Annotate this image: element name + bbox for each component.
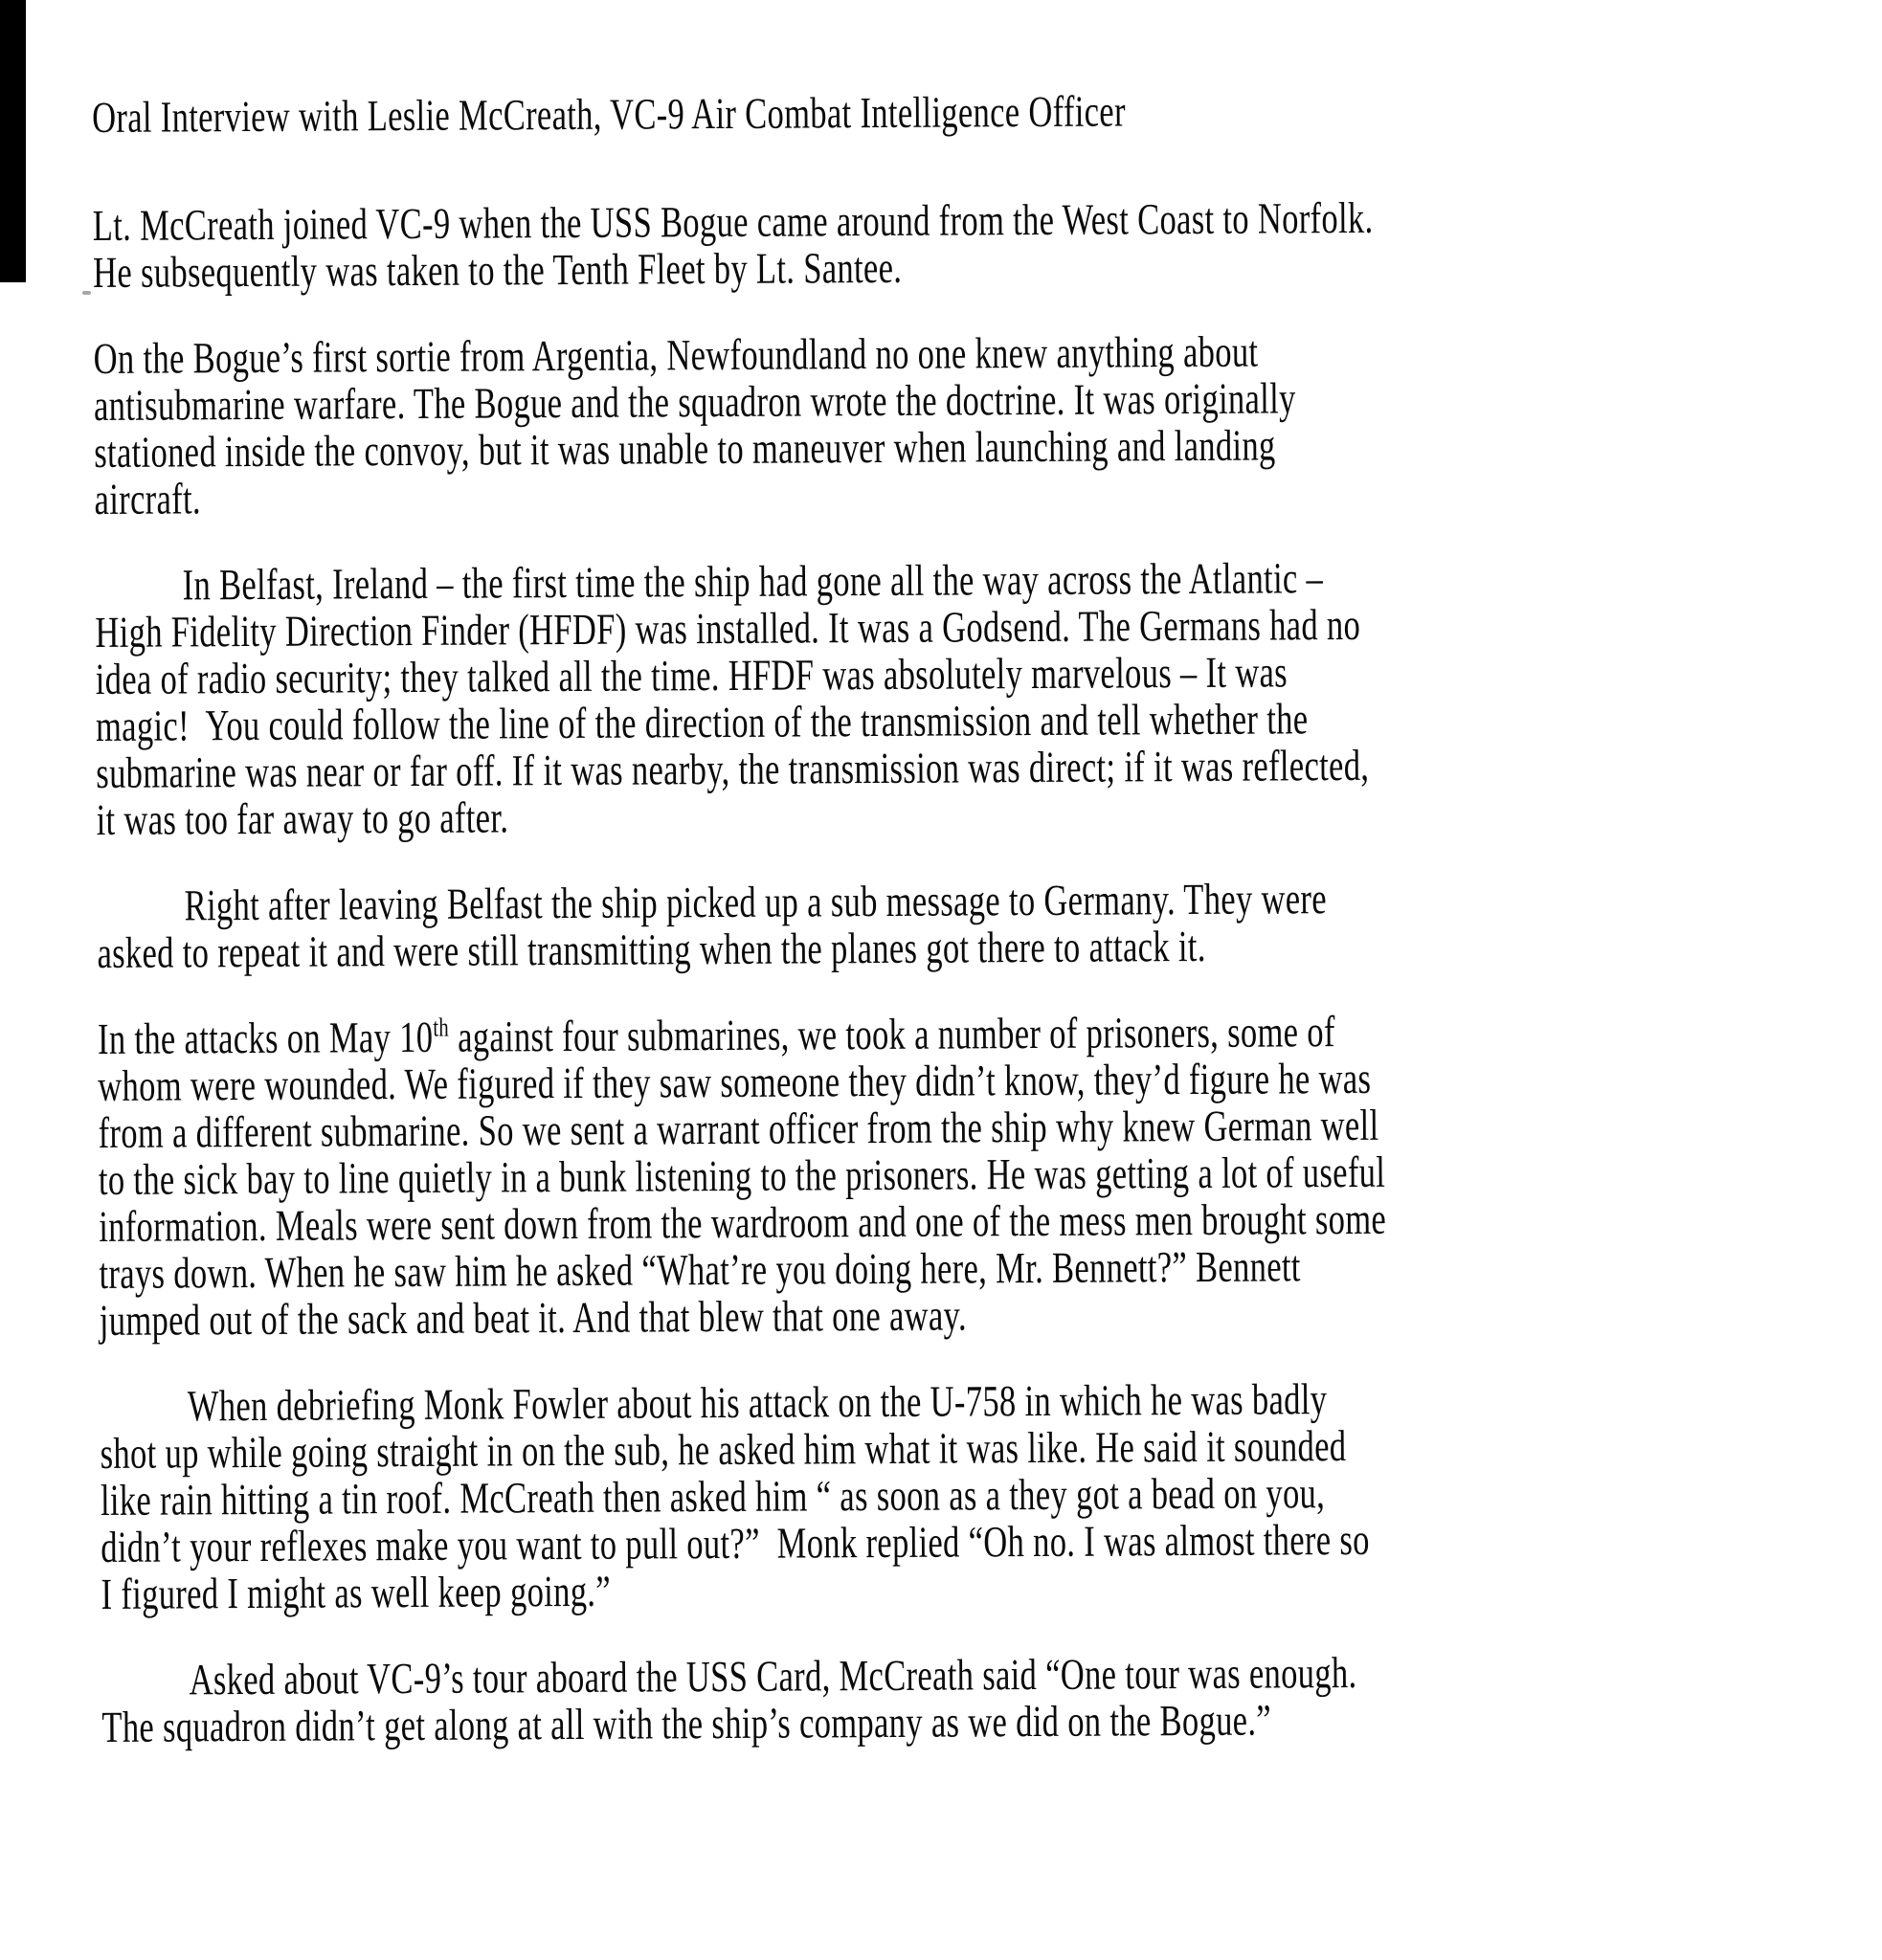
paragraph-intro: Lt. McCreath joined VC-9 when the USS Bogue came around from the West Coast to Norfolk. He subsequently was taken to the Tenth Fleet by Lt. Santee. [92, 192, 1382, 297]
scan-speck [82, 291, 91, 295]
paragraph-uss-card: Asked about VC-9’s tour aboard the USS Card, McCreath said “One tour was enough. The squadron didn’t get along at all with the ship’s company as we did on the Bogue.” [101, 1647, 1365, 1751]
paragraph-sub-message: Right after leaving Belfast the ship picked up a sub message to Germany. They were asked to repeat it and were still transmitting when the planes got there to attack it. [97, 874, 1336, 977]
document-text-block [91, 86, 1396, 1751]
paragraph-first-sortie: On the Bogue’s first sortie from Argentia, Newfoundland no one knew anything about antisubmarine warfare. The Bogue and the squadron wrote the doctrine. It was originally stationed inside the convoy, but it was unable to maneuver when launching and landing aircraft. [93, 326, 1305, 523]
paragraph-may-10-pre: In the attacks on May 10 [97, 1012, 434, 1063]
document-title: Oral Interview with Leslie McCreath, VC-9 Air Combat Intelligence Officer [91, 86, 1126, 142]
paragraph-may-10-prisoners [97, 1007, 1396, 1345]
scan-artifact-bar [0, 0, 26, 282]
paragraph-belfast-hfdf: In Belfast, Ireland – the first time the ship had gone all the way across the Atlantic – High Fidelity Direction Finder (HFDF) was installed. It was a Godsend. The Germans had no idea of radio security; they talked all the time. HFDF was absolutely marvelous – It was magic! You could follow the line of the direction of the transmission and tell whether the submarine was near or far off. If it was nearby, the transmission was direct; if it was reflected, it was too far away to go after. [95, 553, 1378, 844]
paragraph-may-10-post: against four submarines, we took a number of prisoners, some of whom were wounded. We figured if they saw someone they didn’t know, they’d figure he was from a different submarine. So we sent a warrant officer from the ship why knew German well to the sick bay to line quietly in a bunk listening to the prisoners. He was getting a lot of useful information. Meals were sent down from the wardroom and one of the mess men brought some trays down. When he saw him he asked “What’re you doing here, Mr. Bennett?” Bennett jumped out of the sack and beat it. And that blew that one away. [98, 1007, 1396, 1345]
document-content [92, 83, 1821, 1750]
ordinal-superscript: th [433, 1012, 450, 1042]
paragraph-monk-fowler: When debriefing Monk Fowler about his attack on the U-758 in which he was badly shot up while going straight in on the sub, he asked him what it was like. He said it sounded like rain hitting a tin roof. McCreath then asked him “ as soon as a they got a bead on you, didn’t your reflexes make you want to pull out?” Monk replied “Oh no. I was almost there so I figured I might as well keep going.” [100, 1374, 1378, 1618]
